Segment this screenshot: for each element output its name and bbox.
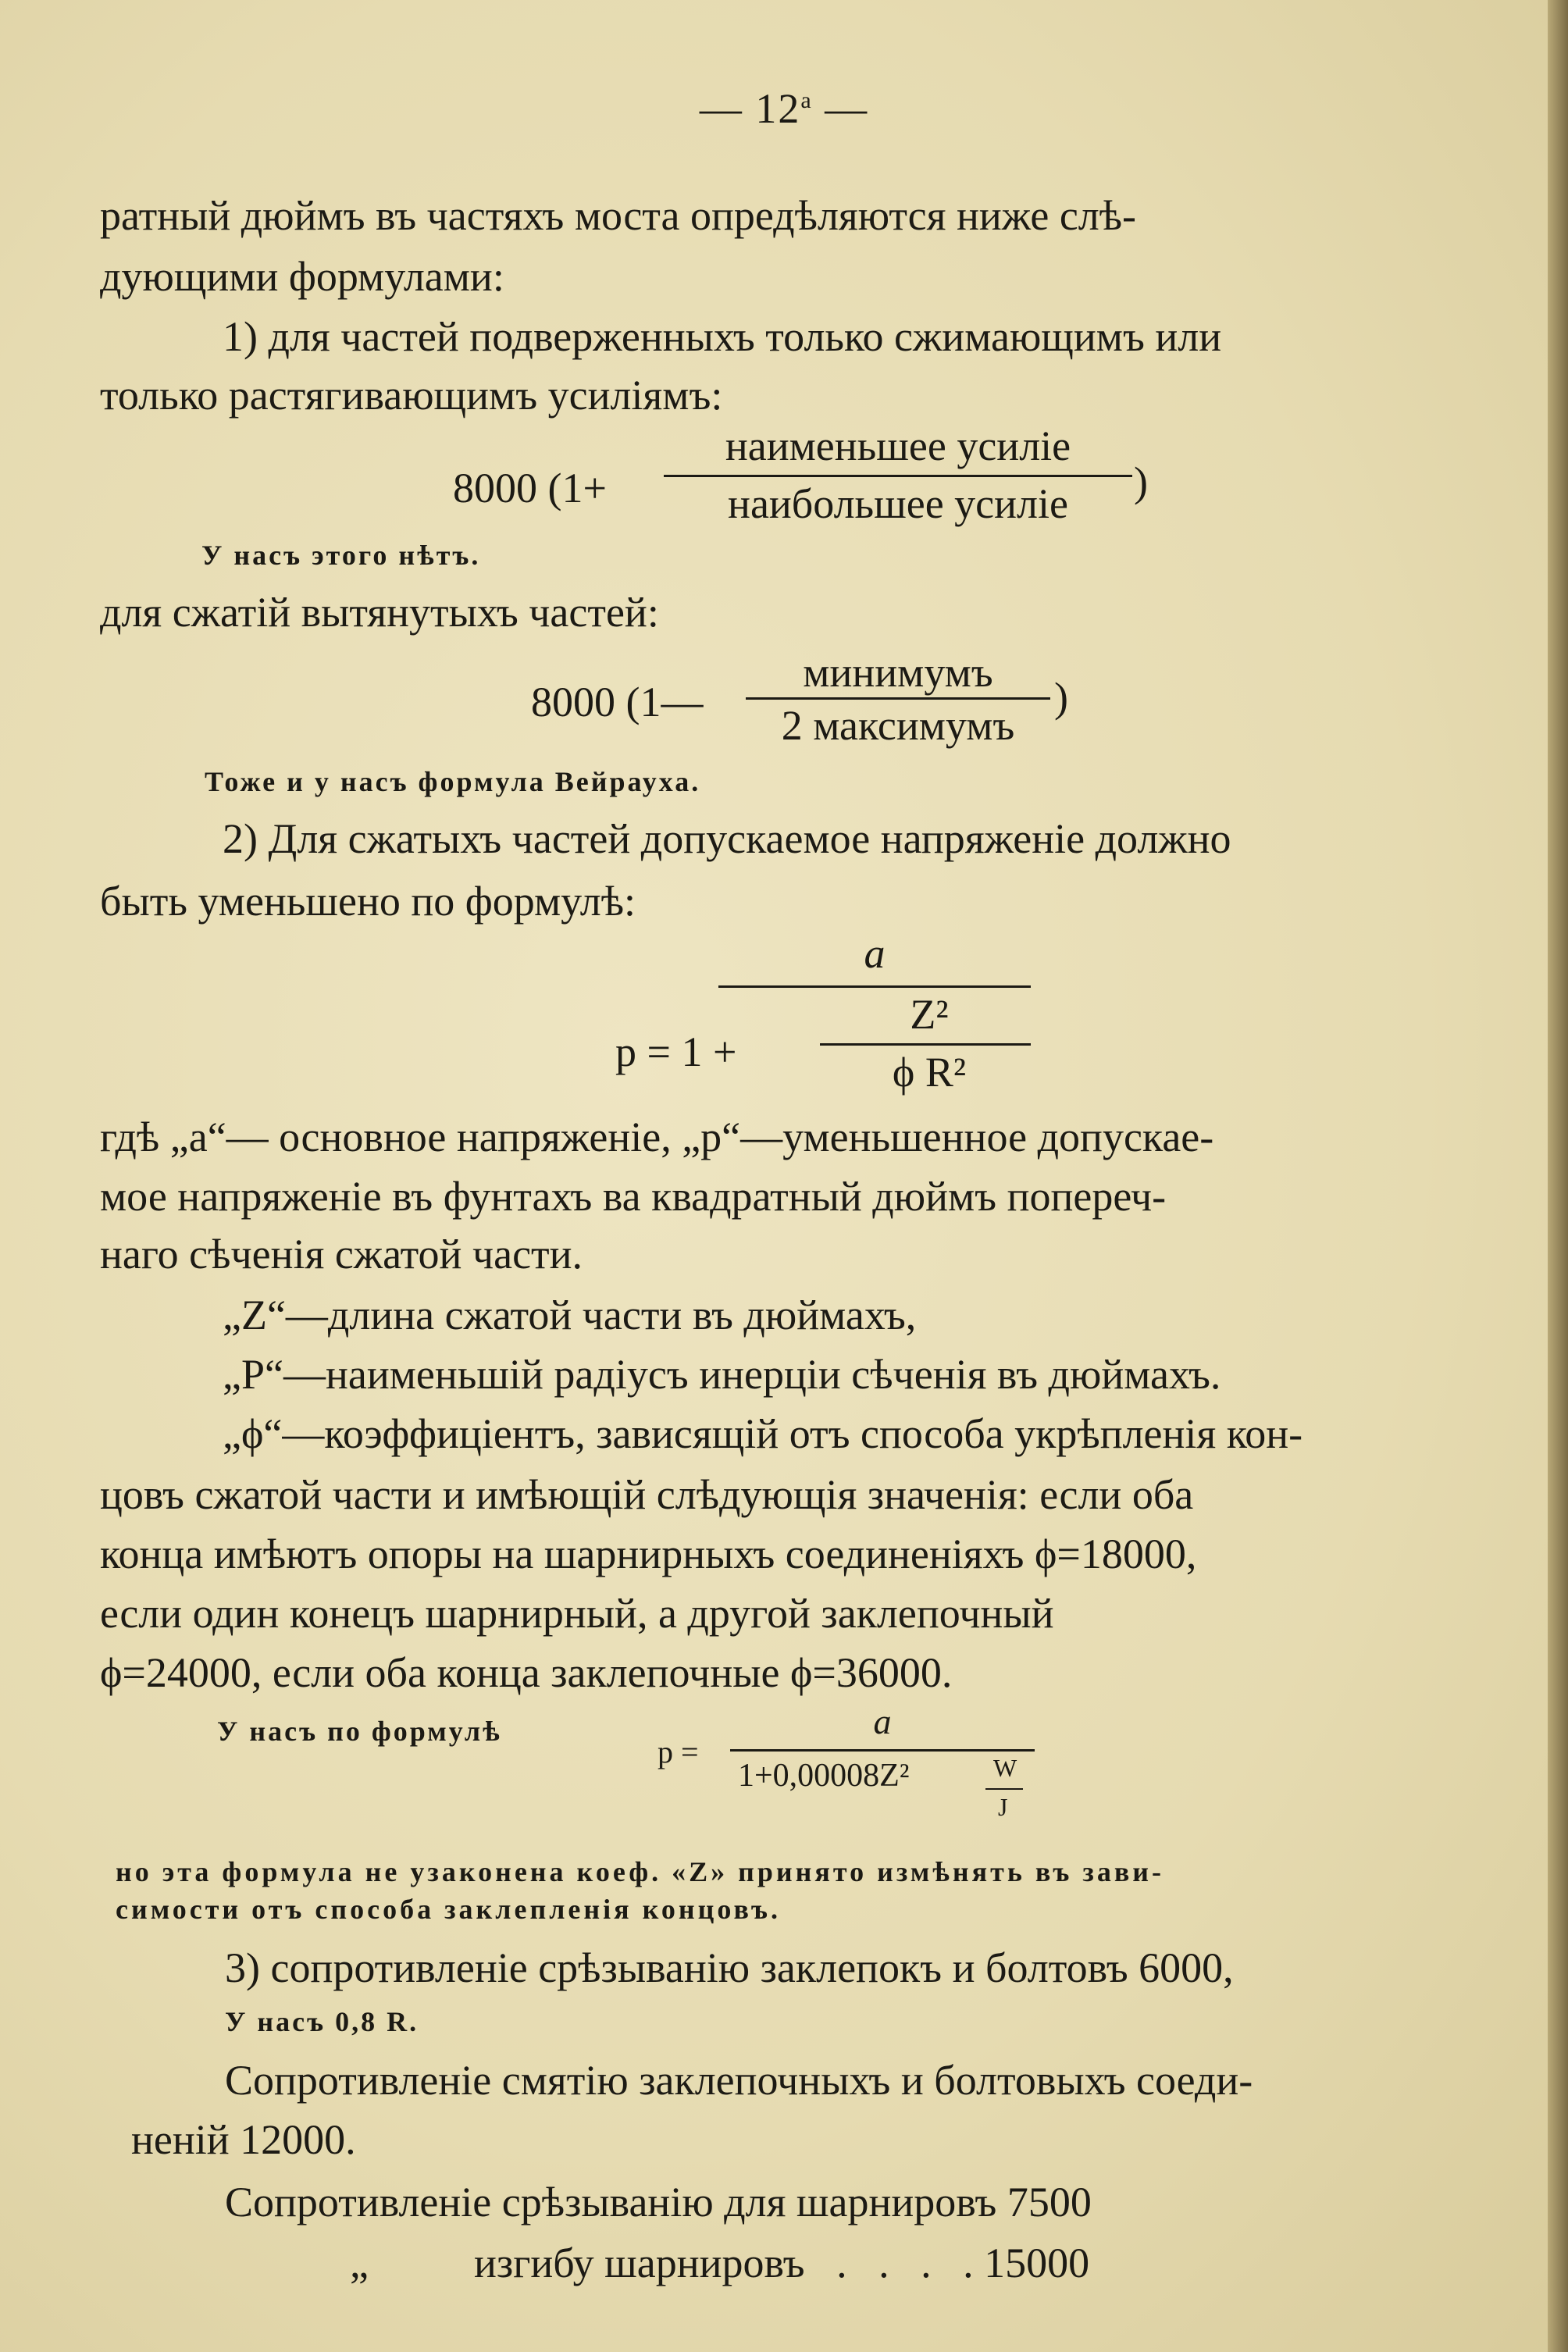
formula-4-numerator: a [873, 1702, 892, 1741]
text-line-9: мое напряженіе въ фунтахъ ва квадратный дюймъ попереч- [100, 1173, 1167, 1220]
formula-4-denominator: 1+0,00008Z² [738, 1758, 910, 1794]
note-4: но эта формула не узаконена коеф. «Z» принято измѣнять въ зави- [116, 1856, 1165, 1887]
text-line-22: „ изгибу шарнировъ . . . . 15000 [350, 2240, 1090, 2286]
text-line-8: гдѣ „a“— основное напряженіе, „p“—уменьшенное допускае- [100, 1114, 1214, 1160]
text-line-13: „ϕ“—коэффиціентъ, зависящій отъ способа укрѣпленія кон- [223, 1410, 1303, 1457]
text-line-14: цовъ сжатой части и имѣющій слѣдующія значенія: если оба [100, 1471, 1194, 1518]
formula-4-w-bar [985, 1788, 1023, 1790]
note-3: У насъ по формулѣ [217, 1716, 502, 1747]
text-line-15: конца имѣютъ опоры на шарнирныхъ соединеніяхъ ϕ=18000, [100, 1531, 1197, 1577]
text-line-17: ϕ=24000, если оба конца заклепочные ϕ=36000. [100, 1649, 953, 1696]
text-line-3: 1) для частей подверженныхъ только сжимающимъ или [223, 313, 1222, 360]
formula-2-tail: ) [1054, 674, 1068, 721]
text-line-18: 3) сопротивленіе срѣзыванію заклепокъ и болтовъ 6000, [225, 1944, 1234, 1991]
text-line-16: если один конецъ шарнирный, а другой заклепочный [100, 1590, 1054, 1637]
text-line-10: наго сѣченія сжатой части. [100, 1231, 583, 1278]
formula-1-numerator: наименьшее усиліе [725, 422, 1071, 469]
formula-2-denominator: 2 максимумъ [781, 702, 1015, 749]
formula-1-tail: ) [1134, 458, 1148, 505]
note-1: У насъ этого нѣтъ. [201, 540, 481, 571]
note-5: симости отъ способа заклепленія концовъ. [116, 1894, 781, 1925]
formula-3-inner-denominator: ϕ R² [892, 1049, 967, 1096]
page-header [0, 84, 1568, 133]
formula-3-numerator: a [864, 930, 886, 977]
note-6: У насъ 0,8 R. [225, 2006, 419, 2037]
formula-2-lead: 8000 (1— [531, 679, 704, 725]
formula-4-j: J [998, 1793, 1008, 1821]
text-line-4: только растягивающимъ усиліямъ: [100, 372, 723, 419]
formula-1-lead: 8000 (1+ [453, 465, 607, 511]
note-2: Тоже и у насъ формула Вейрауха. [205, 766, 701, 797]
formula-3-main-bar [718, 985, 1031, 988]
text-line-20: неній 12000. [131, 2116, 356, 2163]
text-line-2: дующими формулами: [100, 253, 504, 300]
formula-2-fraction-bar [746, 697, 1050, 700]
formula-4-lead: p = [657, 1734, 699, 1769]
formula-2-numerator: минимумъ [803, 649, 993, 696]
formula-3-inner-numerator: Z² [910, 991, 949, 1038]
text-line-19: Сопротивленіе смятію заклепочныхъ и болтовыхъ соеди- [225, 2057, 1253, 2104]
formula-1-fraction-bar [664, 475, 1132, 477]
text-line-5: для сжатій вытянутыхъ частей: [100, 589, 659, 636]
text-line-11: „Z“—длина сжатой части въ дюймахъ, [223, 1292, 917, 1338]
text-line-7: быть уменьшено по формулѣ: [100, 878, 636, 925]
page-number-tail: — [812, 85, 869, 132]
text-line-1: ратный дюймъ въ частяхъ моста опредѣляются ниже слѣ- [100, 192, 1137, 239]
text-line-12: „P“—наименьшій радіусъ инерціи сѣченія въ дюймахъ. [223, 1351, 1221, 1398]
formula-3-inner-bar [820, 1043, 1031, 1046]
formula-1-denominator: наибольшее усиліе [728, 480, 1068, 527]
formula-4-w: W [993, 1754, 1017, 1782]
text-line-6: 2) Для сжатыхъ частей допускаемое напряженіе должно [223, 815, 1231, 862]
formula-3-lead: p = 1 + [615, 1028, 737, 1075]
text-line-21: Сопротивленіе срѣзыванію для шарнировъ 7500 [225, 2179, 1092, 2225]
page-number-sup: а [800, 87, 813, 113]
page-number: — 12 [699, 85, 801, 132]
formula-4-fraction-bar [730, 1749, 1035, 1752]
